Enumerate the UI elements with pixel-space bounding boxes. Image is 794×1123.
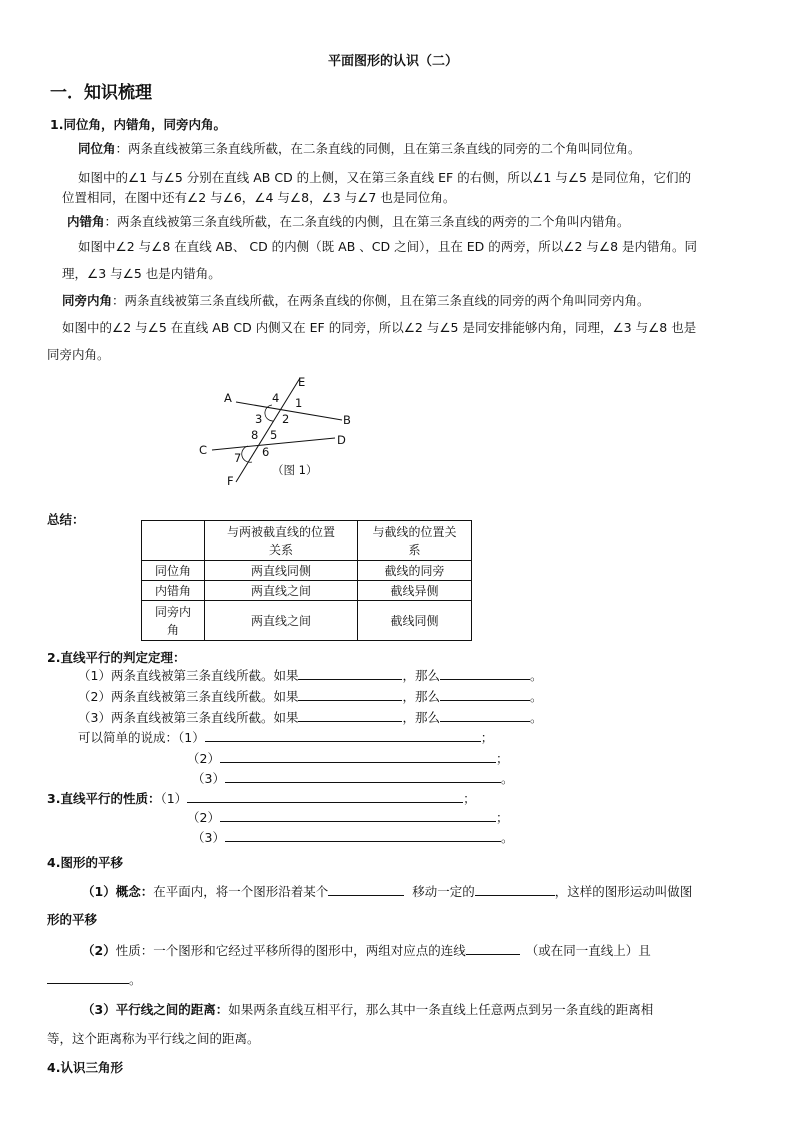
- header-cutline-line2: 系: [408, 542, 421, 557]
- property-semi: ；: [463, 791, 476, 806]
- table-row: [142, 581, 472, 601]
- subheading-triangle: 4.认识三角形: [47, 1060, 123, 1075]
- angle-7-label: 7: [234, 451, 242, 465]
- tongwei-definition: [78, 139, 641, 157]
- criteria-text: 两条直线被第三条直线所截。如果: [110, 668, 299, 683]
- fill-blank[interactable]: [440, 688, 530, 701]
- simple-label: 可以简单的说成：: [78, 730, 179, 745]
- criteria-item-1: [78, 666, 543, 684]
- fill-blank[interactable]: [298, 688, 402, 701]
- summary-table: [141, 520, 472, 641]
- header-position-line1: 与两被截直线的位置: [226, 524, 335, 539]
- row-position-cell: 两直线之间: [205, 601, 358, 641]
- concept-text-d: 形的平移: [47, 912, 98, 927]
- criteria-end: 。: [529, 710, 543, 725]
- point-f-label: F: [227, 474, 234, 488]
- figure-caption: （图 1）: [272, 463, 318, 477]
- parallel-properties-3: [192, 828, 513, 846]
- distance-text-a: 如果两条直线互相平行，那么其中一条直线上任意两点到另一条直线的距离相: [228, 1002, 654, 1017]
- neicuo-example-2: 理，∠3 与∠5 也是内错角。: [62, 266, 221, 281]
- fill-blank[interactable]: [225, 829, 501, 842]
- criteria-text: 两条直线被第三条直线所截。如果: [110, 689, 299, 704]
- neicuo-definition: [67, 212, 630, 230]
- row-name-line1: 同旁内: [154, 604, 191, 619]
- fill-blank[interactable]: [205, 729, 481, 742]
- translation-property-line2: [47, 970, 142, 988]
- table-header-cutline: [358, 521, 472, 561]
- neicuo-example-1: 如图中∠2 与∠8 在直线 AB、 CD 的内侧（既 AB 、CD 之间），且在 ED 的两旁，所以∠2 与∠8 是内错角。同: [78, 239, 698, 254]
- angle-4-label: 4: [272, 391, 280, 405]
- angle-8-label: 8: [251, 428, 259, 442]
- row-cutline-cell: 截线同侧: [358, 601, 472, 641]
- tongpang-example-1: 如图中的∠2 与∠5 在直线 AB CD 内侧又在 EF 的同旁，所以∠2 与∠5 是同安排能够内角，同理，∠3 与∠8 也是: [62, 320, 697, 335]
- simple-num: （2）: [187, 751, 220, 766]
- fill-blank[interactable]: [475, 883, 555, 896]
- table-row: [142, 601, 472, 641]
- concept-text-a: 在平面内，将一个图形沿着某个: [153, 884, 329, 899]
- property-num: （2）: [187, 810, 220, 825]
- row-name-line2: 角: [166, 622, 179, 637]
- angle-arc-7: [242, 446, 252, 462]
- subheading-angles: 1.同位角，内错角，同旁内角。: [50, 117, 226, 132]
- angle-2-label: 2: [282, 412, 290, 426]
- criteria-then: ，那么: [402, 689, 440, 704]
- fill-blank[interactable]: [187, 790, 463, 803]
- subheading-translation: 4.图形的平移: [47, 855, 123, 870]
- criteria-item-2: [78, 687, 543, 705]
- concept-label: （1）概念：: [82, 884, 154, 899]
- criteria-then: ，那么: [402, 710, 440, 725]
- angle-5-label: 5: [270, 428, 278, 442]
- fill-blank[interactable]: [220, 750, 496, 763]
- criteria-text: 两条直线被第三条直线所截。如果: [110, 710, 299, 725]
- section-heading-1: 一．知识梳理: [50, 83, 152, 103]
- table-row: [142, 561, 472, 581]
- point-d-label: D: [337, 433, 346, 447]
- criteria-item-3: [78, 708, 543, 726]
- row-name-cell: 同位角: [142, 561, 205, 581]
- tongwei-def-text: ：两条直线被第三条直线所截，在二条直线的同侧，且在第三条直线的同旁的二个角叫同位角。: [115, 141, 641, 156]
- figure-1-diagram: [190, 372, 370, 492]
- property-end: 。: [129, 972, 142, 987]
- distance-label: 平行线之间的距离：: [115, 1002, 229, 1017]
- criteria-end: 。: [529, 689, 543, 704]
- parallel-properties-1: [47, 789, 476, 807]
- property-text-a: 一个图形和它经过平移所得的图形中，两组对应点的连线: [153, 943, 466, 958]
- property-num: （1）: [160, 791, 188, 806]
- simple-say-2: [187, 749, 508, 767]
- distance-num: （3）: [82, 1002, 116, 1017]
- fill-blank[interactable]: [220, 809, 496, 822]
- table-corner-cell: [142, 521, 205, 561]
- subheading-parallel-properties: 3.直线平行的性质：: [47, 791, 161, 806]
- criteria-num: （2）: [78, 689, 111, 704]
- point-e-label: E: [298, 375, 306, 389]
- tongwei-label: 同位角: [78, 141, 116, 156]
- tongpang-definition: [62, 291, 650, 309]
- angle-3-label: 3: [255, 412, 263, 426]
- fill-blank[interactable]: [225, 770, 501, 783]
- tongpang-def-text: ：两条直线被第三条直线所截，在两条直线的你侧，且在第三条直线的同旁的两个角叫同旁内角。: [112, 293, 650, 308]
- point-c-label: C: [199, 443, 208, 457]
- fill-blank[interactable]: [298, 709, 402, 722]
- property-num: （3）: [192, 830, 225, 845]
- property-period: 。: [500, 830, 514, 845]
- property-semi: ；: [495, 810, 509, 825]
- row-cutline-cell: 截线的同旁: [358, 561, 472, 581]
- parallel-properties-2: [187, 808, 508, 826]
- translation-property: [82, 941, 651, 959]
- subheading-parallel-criteria: 2.直线平行的判定定理：: [47, 650, 186, 665]
- neicuo-def-text: ：两条直线被第三条直线所截，在二条直线的内侧，且在第三条直线的两旁的二个角叫内错角。: [104, 214, 630, 229]
- tongpang-example-2: 同旁内角。: [47, 347, 110, 362]
- simple-say-1: [78, 728, 493, 746]
- concept-text-c: ，这样的图形运动叫做图: [554, 884, 693, 899]
- tongwei-example-1: 如图中的∠1 与∠5 分别在直线 AB CD 的上侧，又在第三条直线 EF 的右侧，所以∠1 与∠5 是同位角，它们的: [78, 170, 691, 185]
- fill-blank[interactable]: [328, 883, 404, 896]
- summary-label: 总结：: [47, 512, 85, 527]
- angle-1-label: 1: [295, 396, 303, 410]
- parallel-distance: [82, 1000, 653, 1018]
- table-header-position: [205, 521, 358, 561]
- fill-blank[interactable]: [466, 942, 520, 955]
- point-a-label: A: [224, 391, 232, 405]
- property-label: 性质：: [115, 943, 154, 958]
- angle-6-label: 6: [262, 445, 270, 459]
- row-name-cell: [142, 601, 205, 641]
- header-position-line2: 关系: [268, 542, 293, 557]
- fill-blank[interactable]: [298, 667, 402, 680]
- simple-semi: ；: [495, 751, 509, 766]
- row-position-cell: 两直线之间: [205, 581, 358, 601]
- fill-blank[interactable]: [440, 709, 530, 722]
- translation-concept: [82, 882, 692, 900]
- point-b-label: B: [343, 413, 351, 427]
- simple-semi: ；: [480, 730, 494, 745]
- row-name-cell: 内错角: [142, 581, 205, 601]
- concept-text-b: 移动一定的: [412, 884, 475, 899]
- tongwei-example-2: 位置相同，在图中还有∠2 与∠6，∠4 与∠8，∠3 与∠7 也是同位角。: [62, 190, 456, 205]
- simple-num: （1）: [178, 730, 205, 745]
- criteria-end: 。: [529, 668, 543, 683]
- row-position-cell: 两直线同侧: [205, 561, 358, 581]
- criteria-num: （1）: [78, 668, 111, 683]
- simple-period: 。: [500, 771, 514, 786]
- property-text-b: （或在同一直线上）且: [525, 943, 651, 958]
- table-header-row: [142, 521, 472, 561]
- property-num: （2）: [82, 943, 116, 958]
- page-title: 平面图形的认识（二）: [328, 54, 459, 69]
- fill-blank[interactable]: [440, 667, 530, 680]
- fill-blank[interactable]: [47, 971, 129, 984]
- criteria-num: （3）: [78, 710, 111, 725]
- header-cutline-line1: 与截线的位置关: [372, 524, 457, 539]
- tongpang-label: 同旁内角: [62, 293, 113, 308]
- distance-text-b: 等，这个距离称为平行线之间的距离。: [47, 1031, 260, 1046]
- criteria-then: ，那么: [402, 668, 440, 683]
- simple-say-3: [192, 769, 513, 787]
- neicuo-label: 内错角: [67, 214, 105, 229]
- row-cutline-cell: 截线异侧: [358, 581, 472, 601]
- simple-num: （3）: [192, 771, 225, 786]
